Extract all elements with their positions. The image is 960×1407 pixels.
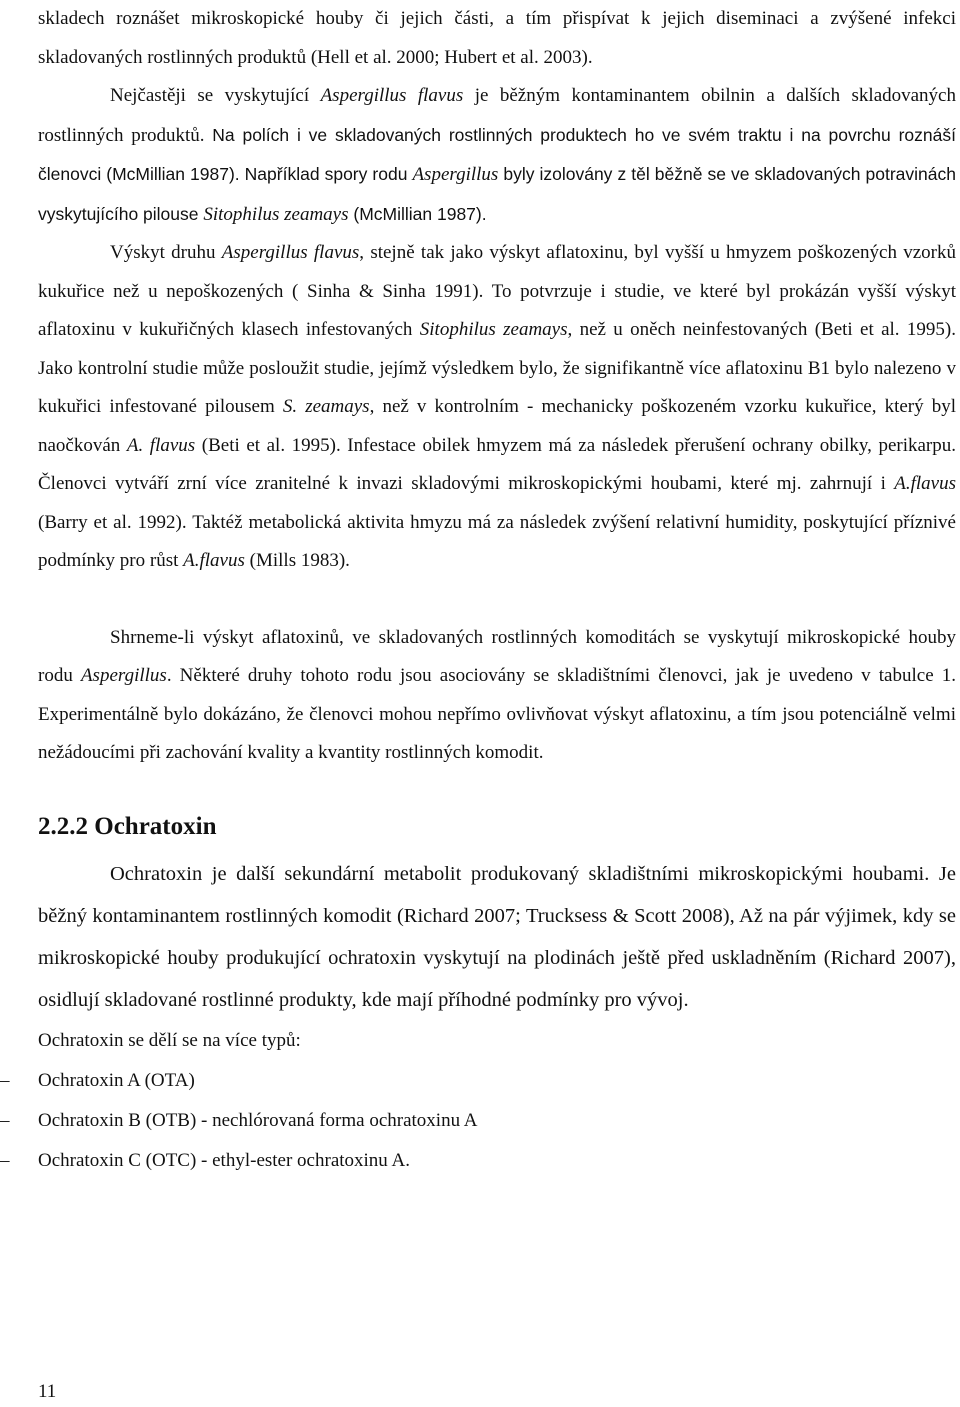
species-name: Sitophilus zeamays: [203, 203, 349, 225]
list-item: [0, 1141, 956, 1181]
text-run: (McMillian 1987).: [348, 203, 487, 224]
dash-bullet: –: [0, 1109, 10, 1131]
genus-name: Aspergillus: [412, 164, 499, 185]
species-name: A.flavus: [183, 550, 245, 571]
text-run: , než u oněch neinfestovaných (Beti et al. 1995). Jako kontrolní studie může posloužit studie, jejímž výsledkem bylo, že signifikantně více aflatoxinu B1 bylo nalezeno v kukuřici infestované pilousem: [38, 319, 956, 417]
text-run: . Některé druhy tohoto rodu jsou asociovány se skladištními členovci, jak je uvedeno v tabulce 1. Experimentálně bylo dokázáno, že členovci mohou nepřímo ovlivňovat výskyt aflatoxinu, a tím jsou potenciálně velmi nežádoucími při zachování kvality a kvantity rostlinných komodit.: [38, 665, 956, 763]
list-item: [0, 1061, 956, 1101]
text-run: (Beti et al. 1995). Infestace obilek hmyzem má za následek přerušení ochrany obilky, perikarpu. Členovci vytváří zrní více zranitelné k invazi skladovými mikroskopickými houbami, které mj. zahrnují i: [38, 434, 956, 494]
text-run: byly izolovány z těl běžně se ve skladovaných potravinách vyskytujícího pilouse: [38, 164, 956, 224]
text-run: je běžným kontaminantem obilnin a dalších skladovaných rostlinných produktů.: [38, 85, 956, 146]
section-heading: 2.2.2 Ochratoxin: [38, 812, 217, 840]
paragraph-1-text: skladech roznášet mikroskopické houby či jejich části, a tím přispívat k jejich diseminaci a zvýšené infekci skladovaných rostlinných produktů (Hell et al. 2000; Hubert et al. 2003).: [38, 8, 956, 68]
text-run: (Barry et al. 1992). Taktéž metabolická aktivita hmyzu má za následek zvýšení relativní humidity, poskytující příznivé podmínky pro růst: [38, 511, 956, 571]
dash-bullet: –: [0, 1069, 10, 1091]
text-run: , stejně tak jako výskyt aflatoxinu, byl vyšší u hmyzem poškozených vzorků kukuřice než u nepoškozených ( Sinha & Sinha 1991).: [38, 242, 956, 302]
paragraph-3: [38, 234, 956, 581]
ochratoxin-types-list: [0, 1061, 956, 1181]
paragraph-1: [38, 0, 956, 77]
text-run: Na polích i ve skladovaných rostlinných produktech ho ve svém traktu i na povrchu roznáší členovci (McMillian 1987). Například spory rodu: [38, 124, 956, 184]
species-name: S. zeamays: [282, 396, 370, 417]
list-item-text: Ochratoxin C (OTC) - ethyl-ester ochratoxinu A.: [38, 1149, 410, 1171]
text-run: Výskyt druhu: [110, 242, 222, 263]
text-run: (Mills 1983).: [244, 550, 350, 571]
paragraph-2: [38, 77, 956, 234]
text-run: To potvrzuje i studie, ve které byl prokázán vyšší výskyt aflatoxinu v kukuřičných klasech infestovaných: [38, 280, 956, 340]
species-name: Aspergillus flavus: [221, 242, 360, 263]
genus-name: Aspergillus: [80, 665, 167, 686]
dash-bullet: –: [0, 1149, 10, 1171]
text-run: , než v kontrolním - mechanicky poškozeném vzorku kukuřice, který byl naočkován: [38, 396, 957, 456]
species-name: Sitophilus zeamays: [419, 319, 568, 340]
text-run: Nejčastěji se vyskytující: [110, 85, 321, 106]
paragraph-4: [38, 619, 956, 773]
list-item-text: Ochratoxin A (OTA): [38, 1069, 195, 1091]
section-intro-paragraph: Ochratoxin je další sekundární metabolit produkovaný skladištními mikroskopickými houbami. Je běžný kontaminantem rostlinných komodit (Richard 2007; Trucksess & Scott 2008), Až na pár výjimek, kdy se mikroskopické houby produkující ochratoxin vyskytují na plodinách ještě před uskladněním (Richard 2007), osidlují skladované rostlinné produkty, kde mají příhodné podmínky pro vývoj.: [38, 862, 956, 1011]
list-item-text: Ochratoxin B (OTB) - nechlórovaná forma ochratoxinu A: [38, 1109, 478, 1131]
species-name: A. flavus: [126, 434, 196, 456]
types-intro: Ochratoxin se dělí se na více typů:: [38, 1029, 301, 1051]
species-name: Aspergillus flavus: [320, 85, 464, 106]
list-item: [0, 1101, 956, 1141]
species-name: A.flavus: [894, 473, 956, 494]
page-number: 11: [38, 1381, 57, 1402]
text-run: Shrneme-li výskyt aflatoxinů, ve skladovaných rostlinných komoditách se vyskytují mikroskopické houby rodu: [38, 626, 956, 686]
